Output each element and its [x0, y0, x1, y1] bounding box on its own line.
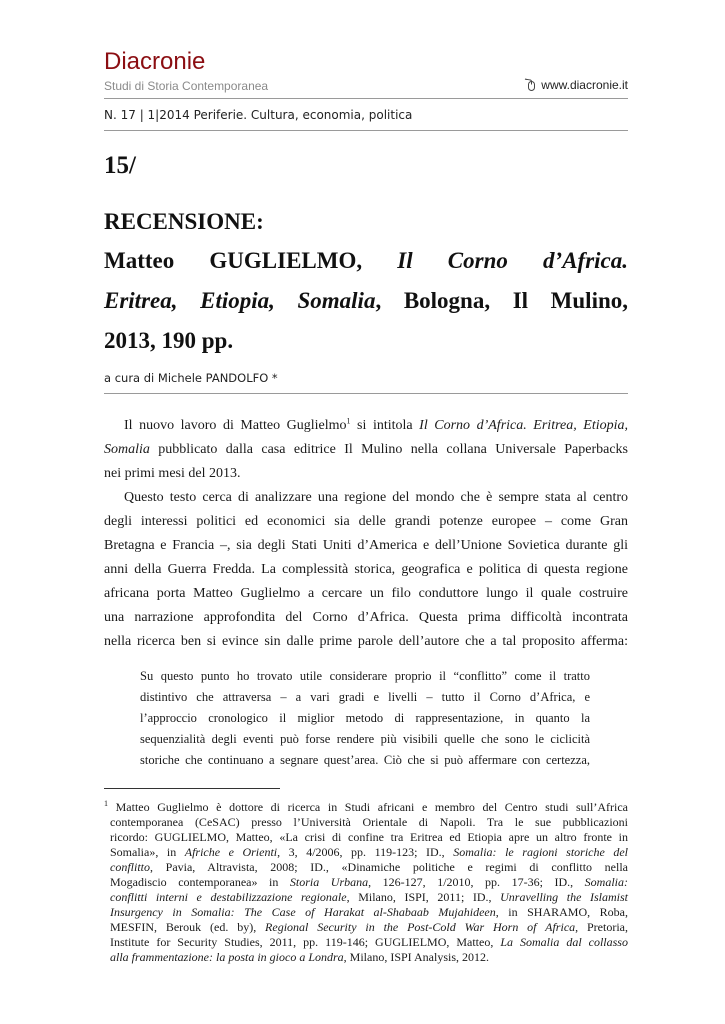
body-line: nella ricerca ben si evince sin dalle prime parole dell’autore che a tal proposito afferma: — [104, 634, 628, 649]
footnote-text: , 3, 4/2006, pp. 119-123; ID., — [277, 845, 454, 859]
footnote-text: Somalia», in — [110, 845, 185, 859]
title-book-italic-1: Il Corno d’Africa. — [397, 248, 628, 273]
title-publisher: , Bologna, Il Mulino, — [375, 288, 628, 313]
footnote-italic: conflitti interni e destabilizzazione regionale — [110, 890, 347, 904]
body-italic: Il Corno d’Africa. Eritrea, Etiopia, — [419, 418, 628, 433]
website-url: www.diacronie.it — [541, 78, 628, 92]
website-link[interactable] — [523, 78, 628, 92]
footnote-line — [110, 905, 628, 920]
footnote-text: , Pavia, Altravista, 2008; ID., «Dinamiche politiche e regimi di conflitto nella — [150, 860, 628, 874]
author-rule — [104, 393, 628, 394]
footnote-marker: 1 — [104, 799, 108, 808]
title-line-1 — [104, 246, 628, 276]
body-italic: Somalia — [104, 442, 150, 457]
quote-line: distintivo che attraversa – a vari gradi e livelli – tutto il Corno d’Africa, e — [140, 690, 590, 704]
footnote-text: , Pretoria, — [575, 920, 628, 934]
footnote-line — [110, 890, 628, 905]
journal-brand: Diacronie — [104, 48, 206, 75]
body-line: anni della Guerra Fredda. La complessità storica, geografica e politica di questa regione — [104, 562, 628, 577]
footnote-italic: Somalia: — [584, 875, 628, 889]
footnote-line — [110, 935, 628, 950]
body-line: una narrazione approfondita del Corno d’Africa. Questa prima difficoltà incontrata — [104, 610, 628, 625]
footnote-line — [110, 875, 628, 890]
footnote-italic: Insurgency in Somalia: The Case of Harakat al-Shabaab Mujahideen — [110, 905, 496, 919]
footnote-text: , Milano, ISPI Analysis, 2012. — [343, 950, 490, 964]
footnote-line — [110, 920, 628, 935]
article-number: 15/ — [104, 152, 136, 179]
review-author: a cura di Michele PANDOLFO * — [104, 371, 278, 385]
header-rule — [104, 98, 628, 99]
body-line: nei primi mesi del 2013. — [104, 466, 241, 481]
footnote-rule — [104, 788, 280, 789]
title-author: Matteo GUGLIELMO, — [104, 248, 398, 273]
footnote-line: contemporanea (CeSAC) presso l’Università Orientale di Napoli. Tra le sue pubblicazioni — [110, 815, 628, 829]
body-line: africana porta Matteo Guglielmo a cercare un filo conduttore lungo il quale costruire — [104, 586, 628, 601]
body-text: pubblicato dalla casa editrice Il Mulino nella collana Universale Paperbacks — [149, 442, 628, 457]
footnote-text: Matteo Guglielmo è dottore di ricerca in Studi africani e membro del Centro studi sull’Africa — [108, 800, 628, 814]
footnote-text: , in SHARAMO, Roba, — [495, 905, 628, 919]
body-line: degli interessi politici ed economici sia delle grandi potenze europee – come Gran — [104, 514, 628, 529]
title-book-italic-2: Eritrea, Etiopia, Somalia — [104, 288, 376, 313]
issue-rule — [104, 130, 628, 131]
quote-line: Su questo punto ho trovato utile considerare proprio il “conflitto” come il tratto — [140, 669, 590, 683]
footnote-line — [104, 800, 628, 815]
footnote-ref[interactable]: 1 — [346, 416, 351, 426]
footnote-italic: Unravelling the Islamist — [500, 890, 628, 904]
footnote-text: Mogadiscio contemporanea» in — [110, 875, 290, 889]
body-line: Questo testo cerca di analizzare una regione del mondo che è sempre stata al centro — [124, 490, 628, 505]
quote-line: l’approccio cronologico il miglior metodo di rappresentazione, in quanto la — [140, 711, 590, 725]
footnote-line — [110, 845, 628, 860]
body-text: Il nuovo lavoro di Matteo Guglielmo — [124, 418, 347, 433]
footnote-italic: Regional Security in the Post-Cold War Horn of Africa — [265, 920, 576, 934]
footnote-italic: Somalia: le ragioni storiche del — [453, 845, 629, 859]
journal-subtitle: Studi di Storia Contemporanea — [104, 79, 269, 93]
body-line — [124, 417, 628, 435]
review-heading: RECENSIONE: — [104, 209, 264, 234]
title-line-3: 2013, 190 pp. — [104, 328, 234, 353]
issue-info: N. 17 | 1|2014 Periferie. Cultura, economia, politica — [104, 108, 413, 122]
footnote-italic: conflitto — [110, 860, 150, 874]
footnote-line — [110, 950, 628, 965]
quote-line: storiche che continuano a segnare quest’area. Ciò che si può affermare con certezza, — [140, 753, 590, 767]
body-line: Bretagna e Francia –, sia degli Stati Uniti d’America e dell’Unione Sovietica durante gli — [104, 538, 628, 553]
footnote-line — [110, 860, 628, 875]
footnote-text: MESFIN, Berouk (ed. by), — [110, 920, 266, 934]
footnote-text: , Milano, ISPI, 2011; ID., — [346, 890, 501, 904]
body-text: si intitola — [350, 418, 420, 433]
footnote-italic: alla frammentazione: la posta in gioco a Londra — [110, 950, 344, 964]
footnote-line: ricordo: GUGLIELMO, Matteo, «La crisi di confine tra Eritrea ed Etiopia apre un altro fronte in — [110, 830, 628, 844]
mouse-icon — [523, 78, 537, 92]
footnote-italic: La Somalia dal collasso — [500, 935, 628, 949]
quote-line: sequenzialità degli eventi può forse rendere più visibili quelle che sono le ciclicità — [140, 732, 590, 746]
body-line — [104, 441, 628, 459]
title-line-2 — [104, 286, 628, 316]
footnote-text: Institute for Security Studies, 2011, pp. 119-146; GUGLIELMO, Matteo, — [110, 935, 501, 949]
footnote-italic: Storia Urbana — [289, 875, 369, 889]
footnote-italic: Afriche e Orienti — [184, 845, 278, 859]
footnote-text: , 126-127, 1/2010, pp. 17-36; ID., — [368, 875, 585, 889]
